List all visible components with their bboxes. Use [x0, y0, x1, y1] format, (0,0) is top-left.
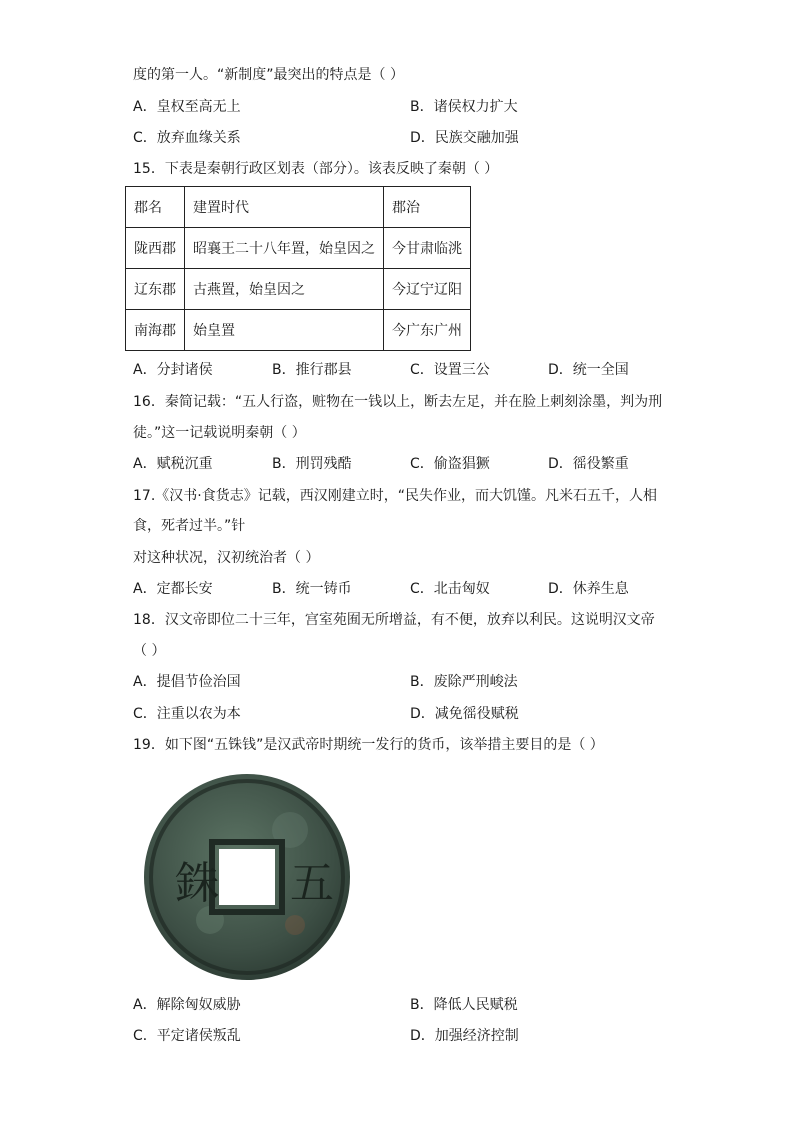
q15-admin-table [125, 186, 471, 351]
q14-option-d[interactable]: D．民族交融加强 [410, 130, 519, 146]
table-cell: 今广东广州 [384, 310, 471, 351]
q17-stem-line3: 对这种状况，汉初统治者（ ） [133, 550, 320, 566]
coin-square-hole [219, 849, 275, 905]
table-header-cell: 郡名 [126, 187, 185, 228]
q17-option-a[interactable]: A．定都长安 [133, 581, 213, 597]
q16-option-c[interactable]: C．偷盗猖獗 [410, 456, 490, 472]
table-row [126, 228, 471, 269]
q18-stem-line1: 18．汉文帝即位二十三年，宫室苑囿无所增益，有不便，放弃以利民。这说明汉文帝 [133, 612, 655, 628]
table-cell: 陇西郡 [126, 228, 185, 269]
table-header-cell: 建置时代 [185, 187, 384, 228]
table-header-row [126, 187, 471, 228]
q16-option-d[interactable]: D．徭役繁重 [548, 456, 629, 472]
q19-stem: 19．如下图“五铢钱”是汉武帝时期统一发行的货币，该举措主要目的是（ ） [133, 737, 604, 753]
q15-stem: 15．下表是秦朝行政区划表（部分）。该表反映了秦朝（ ） [133, 161, 499, 177]
wuzhu-coin-svg [140, 770, 355, 985]
q14-option-b[interactable]: B．诸侯权力扩大 [410, 99, 518, 115]
q16-option-a[interactable]: A．赋税沉重 [133, 456, 213, 472]
q17-stem-line2: 食，死者过半。”针 [133, 518, 246, 534]
q19-option-a[interactable]: A．解除匈奴威胁 [133, 997, 241, 1013]
table-cell: 始皇置 [185, 310, 384, 351]
table-cell: 南海郡 [126, 310, 185, 351]
q15-option-c[interactable]: C．设置三公 [410, 362, 490, 378]
q18-option-d[interactable]: D．减免徭役赋税 [410, 706, 519, 722]
wuzhu-coin-image [140, 770, 355, 985]
table-row [126, 310, 471, 351]
coin-left-char: 銖 [175, 858, 219, 909]
q18-stem-line2: （ ） [133, 643, 166, 659]
q15-option-a[interactable]: A．分封诸侯 [133, 362, 213, 378]
q15-option-d[interactable]: D．统一全国 [548, 362, 629, 378]
table-cell: 古燕置，始皇因之 [185, 269, 384, 310]
q19-option-b[interactable]: B．降低人民赋税 [410, 997, 518, 1013]
q19-option-d[interactable]: D．加强经济控制 [410, 1028, 519, 1044]
q16-stem-line2: 徒。”这一记载说明秦朝（ ） [133, 425, 306, 441]
table-header-cell: 郡治 [384, 187, 471, 228]
q17-option-c[interactable]: C．北击匈奴 [410, 581, 490, 597]
q16-option-b[interactable]: B．刑罚残酷 [272, 456, 352, 472]
q16-stem-line1: 16．秦简记载：“五人行盗，赃物在一钱以上，断去左足，并在脸上刺刻涂墨，判为刑 [133, 394, 663, 410]
table-row [126, 269, 471, 310]
q14-option-a[interactable]: A．皇权至高无上 [133, 99, 241, 115]
q18-option-c[interactable]: C．注重以农为本 [133, 706, 241, 722]
q17-stem-line1: 17.《汉书·食货志》记载，西汉刚建立时，“民失作业，而大饥馑。凡米石五千，人相 [133, 488, 657, 504]
table-cell: 今辽宁辽阳 [384, 269, 471, 310]
coin-right-char: 五 [290, 858, 334, 909]
table-cell: 昭襄王二十八年置，始皇因之 [185, 228, 384, 269]
q15-option-b[interactable]: B．推行郡县 [272, 362, 352, 378]
table-cell: 今甘肃临洮 [384, 228, 471, 269]
q17-option-b[interactable]: B．统一铸币 [272, 581, 352, 597]
q14-stem-tail: 度的第一人。“新制度”最突出的特点是（ ） [133, 67, 404, 83]
q19-option-c[interactable]: C．平定诸侯叛乱 [133, 1028, 241, 1044]
q18-option-a[interactable]: A．提倡节俭治国 [133, 674, 241, 690]
q18-option-b[interactable]: B．废除严刑峻法 [410, 674, 518, 690]
table-cell: 辽东郡 [126, 269, 185, 310]
coin-rust-spot [285, 915, 305, 935]
q17-option-d[interactable]: D．休养生息 [548, 581, 629, 597]
q14-option-c[interactable]: C．放弃血缘关系 [133, 130, 241, 146]
